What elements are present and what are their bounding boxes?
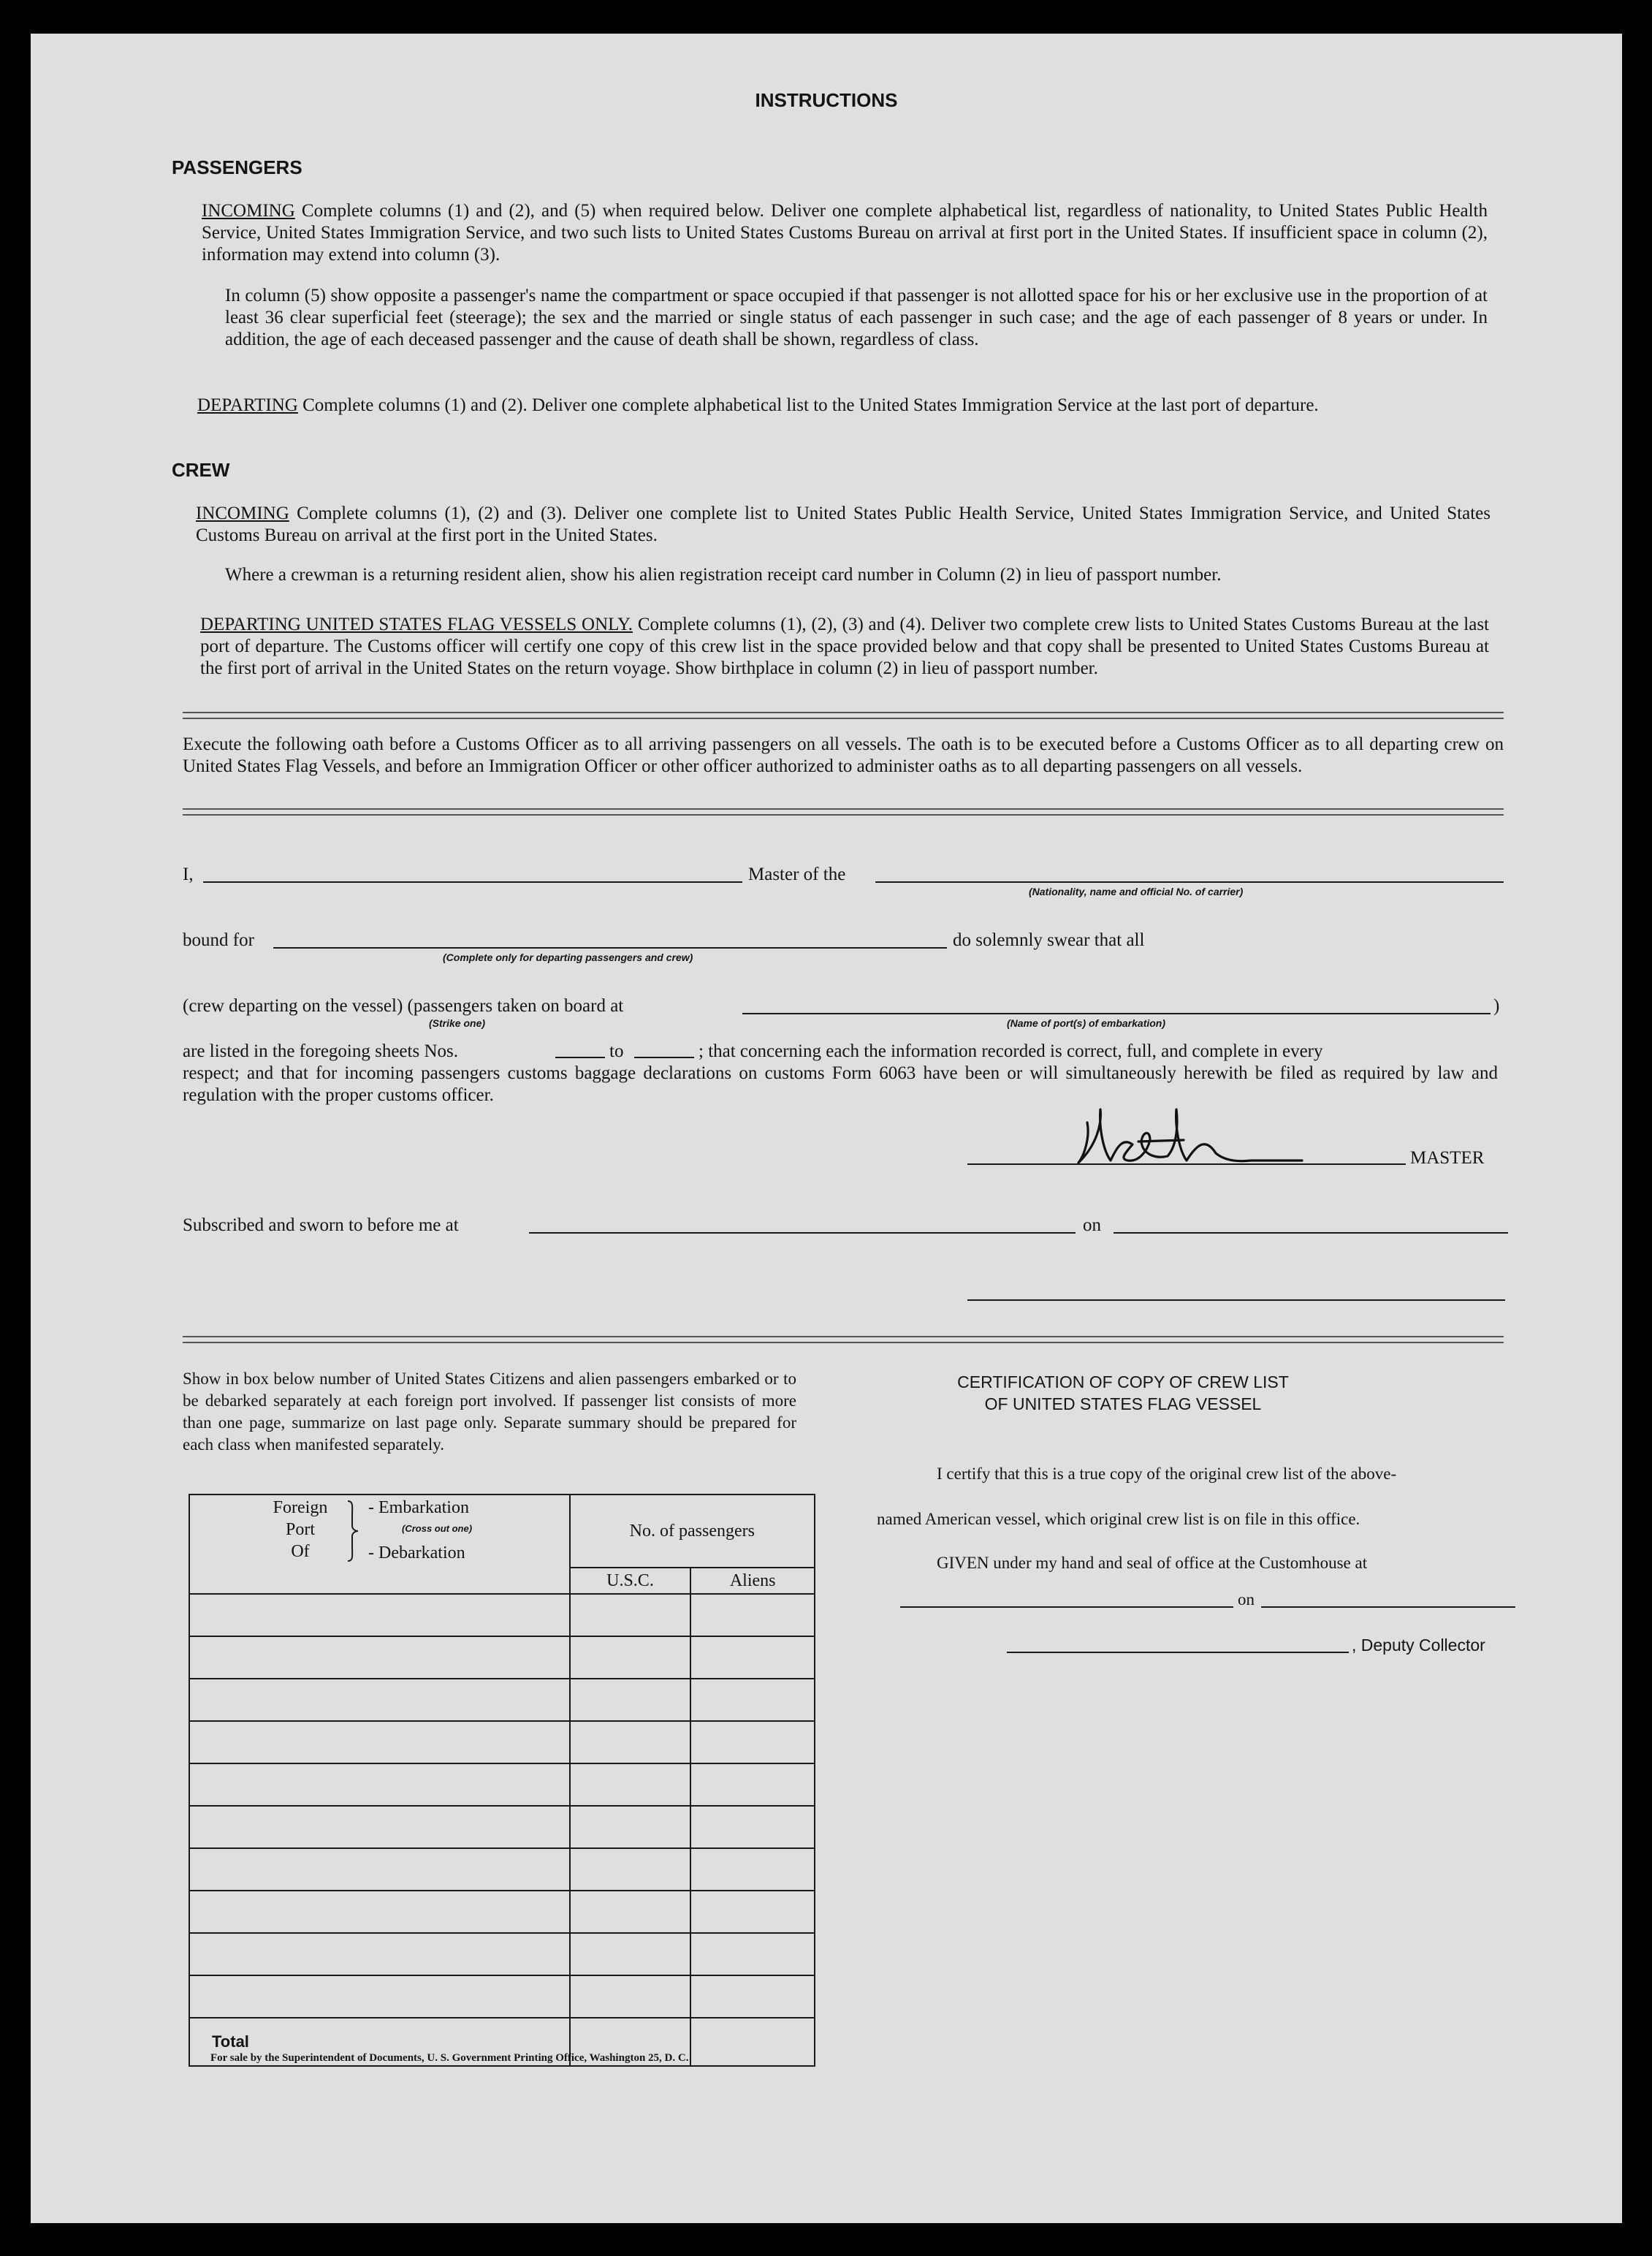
- carrier-hint: (Nationality, name and official No. of carrier): [1029, 886, 1244, 897]
- master-name-field[interactable]: [203, 881, 742, 883]
- close-paren: ): [1493, 996, 1500, 1016]
- port-cell[interactable]: [189, 1933, 570, 1975]
- sheet-from-field[interactable]: [555, 1057, 605, 1058]
- passengers-incoming-text: Complete columns (1) and (2), and (5) when required below. Deliver one complete alphabetical list, regardless of nationality, to United States Public Health Service, United States Immigration Service, and two such lists to United States Customs Bureau on arrival at first port in the United States. If insufficient space in column (2), information may extend into column (3).: [202, 201, 1488, 265]
- deputy-collector-label: , Deputy Collector: [1352, 1636, 1485, 1655]
- bound-for-label: bound for: [183, 930, 254, 950]
- divider-3: [183, 1336, 1504, 1343]
- crew-incoming-label: INCOMING: [196, 504, 289, 523]
- usc-cell[interactable]: [570, 1679, 691, 1721]
- printing-office-footer: For sale by the Superintendent of Documents, U. S. Government Printing Office, Washington 25, D. C.: [210, 2052, 689, 2064]
- embarkation-ports-field[interactable]: [742, 1013, 1491, 1014]
- certification-date-field[interactable]: [1261, 1606, 1515, 1608]
- oath-i-label: I,: [183, 865, 194, 884]
- customhouse-field[interactable]: [900, 1606, 1233, 1608]
- subscribed-on-label: on: [1083, 1215, 1101, 1235]
- certification-on-label: on: [1238, 1590, 1255, 1609]
- listed-label-1: are listed in the foregoing sheets Nos.: [183, 1041, 458, 1061]
- passenger-summary-table: [189, 1494, 815, 2067]
- crew-heading: CREW: [172, 459, 230, 481]
- master-label: MASTER: [1410, 1148, 1485, 1168]
- port-cell[interactable]: [189, 1721, 570, 1763]
- debarkation-label: - Debarkation: [368, 1543, 465, 1562]
- bound-for-hint: (Complete only for departing passengers and crew): [443, 952, 693, 963]
- crew-departing-label: DEPARTING UNITED STATES FLAG VESSELS ONLY.: [200, 615, 633, 634]
- usc-cell[interactable]: [570, 1763, 691, 1806]
- port-cell[interactable]: [189, 1806, 570, 1848]
- summary-instructions: Show in box below number of United States Citizens and alien passengers embarked or to be debarked separately at each foreign port involved. If passenger list consists of more than one page, summarize on last page only. Separate summary should be prepared for each class when manifested separately.: [183, 1370, 796, 1454]
- carrier-field[interactable]: [875, 881, 1504, 883]
- divider-2: [183, 808, 1504, 816]
- master-signature: [1068, 1093, 1360, 1174]
- page-title: INSTRUCTIONS: [755, 89, 898, 111]
- brace-icon: [345, 1500, 359, 1562]
- listed-to-label: to: [609, 1041, 624, 1061]
- usc-cell[interactable]: [570, 1933, 691, 1975]
- listed-label-2: ; that concerning each the information recorded is correct, full, and complete in every: [699, 1041, 1323, 1061]
- aliens-cell[interactable]: [690, 1848, 815, 1891]
- master-of-the-label: Master of the: [748, 865, 846, 884]
- crew-departing-label: (crew departing on the vessel) (passengers taken on board at: [183, 996, 624, 1016]
- crew-alien-text: Where a crewman is a returning resident alien, show his alien registration receipt card number in Column (2) in lieu of passport number.: [225, 565, 1222, 585]
- passengers-incoming: [202, 200, 1488, 266]
- aliens-cell[interactable]: [690, 1636, 815, 1679]
- aliens-cell[interactable]: [690, 1891, 815, 1933]
- port-cell[interactable]: [189, 1848, 570, 1891]
- officer-signature-line[interactable]: [967, 1299, 1505, 1301]
- certification-text-2: named American vessel, which original crew list is on file in this office.: [877, 1510, 1360, 1528]
- aliens-cell[interactable]: [690, 1975, 815, 2018]
- port-header-cell: [189, 1494, 570, 1594]
- sheet-to-field[interactable]: [634, 1057, 694, 1058]
- embarkation-label: - Embarkation: [368, 1498, 469, 1517]
- divider-1: [183, 712, 1504, 719]
- strike-one-hint: (Strike one): [429, 1017, 486, 1029]
- bound-for-field[interactable]: [273, 947, 947, 949]
- usc-cell[interactable]: [570, 1975, 691, 2018]
- usc-header: U.S.C.: [570, 1568, 691, 1594]
- port-label: Port: [285, 1520, 315, 1539]
- crew-incoming: [196, 503, 1491, 547]
- embarkation-hint: (Name of port(s) of embarkation): [1007, 1017, 1166, 1029]
- aliens-header: Aliens: [690, 1568, 815, 1594]
- foreign-port-of-label: [260, 1497, 340, 1562]
- usc-cell[interactable]: [570, 1891, 691, 1933]
- crew-departing-text: Complete columns (1), (2), (3) and (4). Deliver two complete crew lists to United States Customs Bureau at the last port of departure. The Customs officer will certify one copy of this crew list in the space provided below and that copy shall be presented to United States Customs Bureau at the first port of arrival in the United States on the return voyage. Show birthplace in column (2) in lieu of passport number.: [200, 615, 1490, 678]
- aliens-cell[interactable]: [690, 1721, 815, 1763]
- usc-cell[interactable]: [570, 1848, 691, 1891]
- usc-cell[interactable]: [570, 1636, 691, 1679]
- port-cell[interactable]: [189, 1891, 570, 1933]
- oath-instructions: Execute the following oath before a Customs Officer as to all arriving passengers on all vessels. The oath is to be executed before a Customs Officer as to all departing crew on United States Flag Vessels, and before an Immigration Officer or other officer authorized to administer oaths as to all departing passengers on all vessels.: [183, 734, 1504, 776]
- passengers-column5-text: In column (5) show opposite a passenger's name the compartment or space occupied if that passenger is not allotted space for his or her exclusive use in the proportion of at least 36 clear superficial feet (steerage); the sex and the married or single status of each passenger in such case; and the age of each passenger of 8 years or under. In addition, the age of each deceased passenger and the cause of death shall be shown, regardless of class.: [225, 286, 1488, 349]
- port-cell[interactable]: [189, 1594, 570, 1636]
- certification-text-1: I certify that this is a true copy of the original crew list of the above-: [937, 1465, 1397, 1483]
- certification-text-3: GIVEN under my hand and seal of office at the Customhouse at: [937, 1554, 1368, 1572]
- form-page: [31, 34, 1622, 2223]
- total-aliens-cell[interactable]: [690, 2018, 815, 2066]
- usc-cell[interactable]: [570, 1721, 691, 1763]
- no-of-passengers-header: No. of passengers: [570, 1494, 815, 1568]
- port-cell[interactable]: [189, 1636, 570, 1679]
- passengers-incoming-label: INCOMING: [202, 201, 295, 221]
- port-cell[interactable]: [189, 1679, 570, 1721]
- crew-incoming-text: Complete columns (1), (2) and (3). Deliver one complete list to United States Public Health Service, United States Immigration Service, and United States Customs Bureau on arrival at the first port in the United States.: [196, 504, 1491, 545]
- aliens-cell[interactable]: [690, 1763, 815, 1806]
- cross-out-hint: (Cross out one): [402, 1523, 473, 1534]
- passengers-heading: PASSENGERS: [172, 156, 302, 178]
- listed-rest: respect; and that for incoming passengers customs baggage declarations on customs Form 6063 have been or will simultaneously herewith be filed as required by law and regulation with the proper customs officer.: [183, 1063, 1498, 1105]
- usc-cell[interactable]: [570, 1594, 691, 1636]
- port-cell[interactable]: [189, 1975, 570, 2018]
- sworn-place-field[interactable]: [529, 1232, 1076, 1234]
- foreign-label: Foreign: [273, 1498, 328, 1517]
- crew-departing: [200, 614, 1489, 680]
- aliens-cell[interactable]: [690, 1594, 815, 1636]
- swear-label: do solemnly swear that all: [953, 930, 1145, 950]
- port-cell[interactable]: [189, 1763, 570, 1806]
- total-label: Total: [189, 2018, 570, 2066]
- certification-heading-2: OF UNITED STATES FLAG VESSEL: [984, 1394, 1262, 1413]
- aliens-cell[interactable]: [690, 1679, 815, 1721]
- passengers-departing: [197, 395, 1488, 417]
- of-label: Of: [291, 1542, 310, 1561]
- aliens-cell[interactable]: [690, 1806, 815, 1848]
- passengers-departing-label: DEPARTING: [197, 395, 298, 415]
- aliens-cell[interactable]: [690, 1933, 815, 1975]
- usc-cell[interactable]: [570, 1806, 691, 1848]
- subscribed-label: Subscribed and sworn to before me at: [183, 1215, 459, 1235]
- deputy-collector-signature-field[interactable]: [1007, 1652, 1349, 1653]
- passengers-departing-text: Complete columns (1) and (2). Deliver one complete alphabetical list to the United States Immigration Service at the last port of departure.: [302, 395, 1319, 415]
- sworn-date-field[interactable]: [1114, 1232, 1508, 1234]
- certification-heading-1: CERTIFICATION OF COPY OF CREW LIST: [957, 1372, 1289, 1391]
